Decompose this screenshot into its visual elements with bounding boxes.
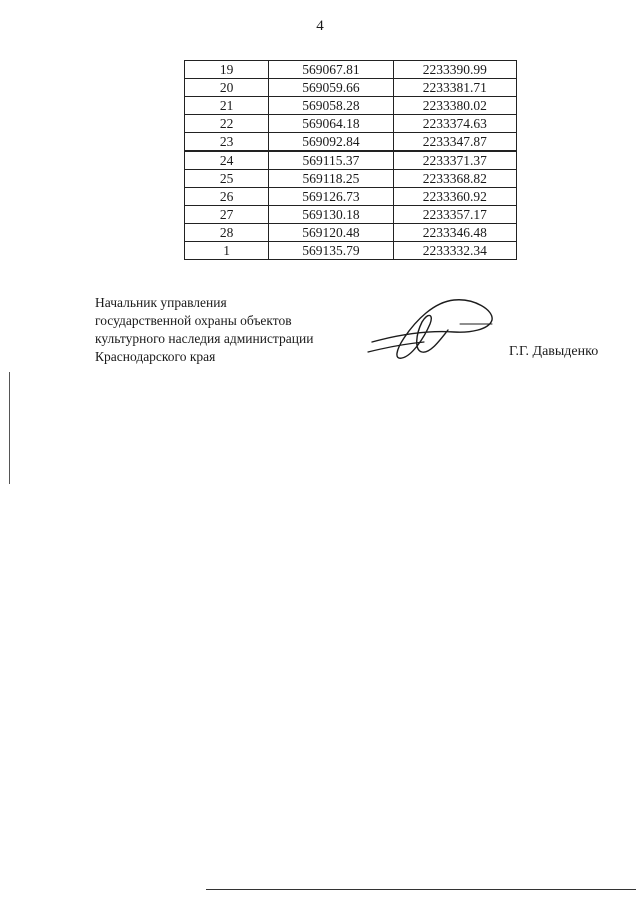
table-row bbox=[185, 170, 517, 188]
table-row bbox=[185, 242, 517, 260]
y-coordinate-cell: 2233360.92 bbox=[393, 188, 516, 206]
x-coordinate-cell: 569135.79 bbox=[269, 242, 393, 260]
y-coordinate-cell: 2233332.34 bbox=[393, 242, 516, 260]
point-number-cell: 23 bbox=[185, 133, 269, 152]
signatory-title-line: культурного наследия администрации bbox=[95, 331, 314, 346]
y-coordinate-cell: 2233374.63 bbox=[393, 115, 516, 133]
table-row bbox=[185, 188, 517, 206]
table-row bbox=[185, 133, 517, 152]
x-coordinate-cell: 569058.28 bbox=[269, 97, 393, 115]
footer-rule bbox=[206, 889, 636, 890]
margin-mark bbox=[9, 372, 10, 484]
signatory-name: Г.Г. Давыденко bbox=[509, 344, 599, 359]
table-row bbox=[185, 224, 517, 242]
x-coordinate-cell: 569118.25 bbox=[269, 170, 393, 188]
x-coordinate-cell: 569059.66 bbox=[269, 79, 393, 97]
point-number-cell: 22 bbox=[185, 115, 269, 133]
point-number-cell: 25 bbox=[185, 170, 269, 188]
signatory-title-line: государственной охраны объектов bbox=[95, 313, 292, 328]
x-coordinate-cell: 569064.18 bbox=[269, 115, 393, 133]
coordinates-table bbox=[184, 60, 517, 260]
coordinates-table-body bbox=[185, 61, 517, 260]
point-number-cell: 20 bbox=[185, 79, 269, 97]
y-coordinate-cell: 2233368.82 bbox=[393, 170, 516, 188]
page-number: 4 bbox=[316, 18, 324, 34]
signatory-title-line: Начальник управления bbox=[95, 295, 227, 310]
signatory-title-line: Краснодарского края bbox=[95, 349, 216, 364]
point-number-cell: 27 bbox=[185, 206, 269, 224]
point-number-cell: 26 bbox=[185, 188, 269, 206]
table-row bbox=[185, 97, 517, 115]
table-row bbox=[185, 206, 517, 224]
y-coordinate-cell: 2233371.37 bbox=[393, 151, 516, 170]
point-number-cell: 24 bbox=[185, 151, 269, 170]
y-coordinate-cell: 2233357.17 bbox=[393, 206, 516, 224]
signatory-title bbox=[95, 294, 313, 366]
x-coordinate-cell: 569126.73 bbox=[269, 188, 393, 206]
x-coordinate-cell: 569092.84 bbox=[269, 133, 393, 152]
x-coordinate-cell: 569130.18 bbox=[269, 206, 393, 224]
table-row bbox=[185, 115, 517, 133]
y-coordinate-cell: 2233390.99 bbox=[393, 61, 516, 79]
x-coordinate-cell: 569115.37 bbox=[269, 151, 393, 170]
point-number-cell: 21 bbox=[185, 97, 269, 115]
point-number-cell: 28 bbox=[185, 224, 269, 242]
y-coordinate-cell: 2233347.87 bbox=[393, 133, 516, 152]
table-row bbox=[185, 61, 517, 79]
y-coordinate-cell: 2233346.48 bbox=[393, 224, 516, 242]
point-number-cell: 1 bbox=[185, 242, 269, 260]
y-coordinate-cell: 2233380.02 bbox=[393, 97, 516, 115]
point-number-cell: 19 bbox=[185, 61, 269, 79]
table-row bbox=[185, 79, 517, 97]
x-coordinate-cell: 569120.48 bbox=[269, 224, 393, 242]
y-coordinate-cell: 2233381.71 bbox=[393, 79, 516, 97]
table-row bbox=[185, 151, 517, 170]
x-coordinate-cell: 569067.81 bbox=[269, 61, 393, 79]
handwritten-signature bbox=[364, 290, 504, 370]
